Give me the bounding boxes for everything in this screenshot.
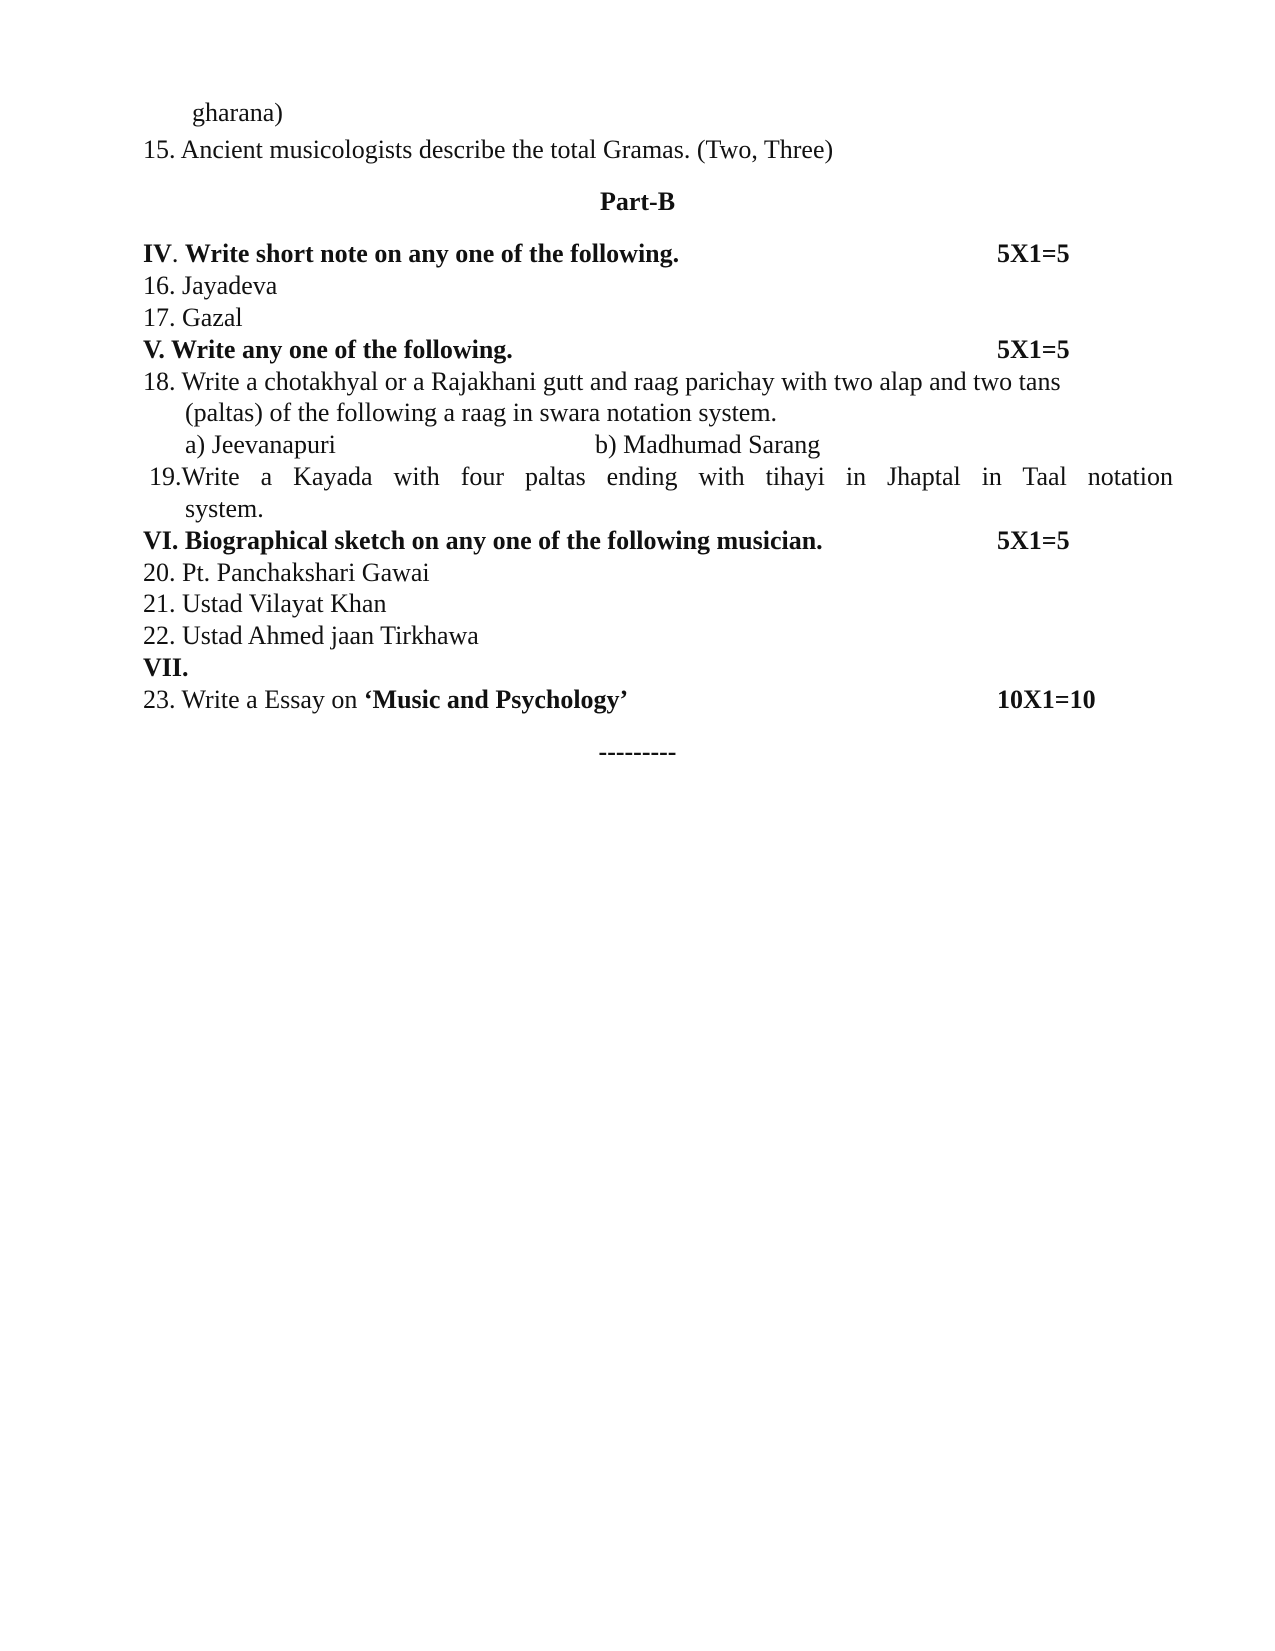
question-15: 15. Ancient musicologists describe the total Gramas. (Two, Three): [143, 135, 834, 164]
question-16: 16. Jayadeva: [143, 271, 278, 300]
question-18-line-2: (paltas) of the following a raag in swara notation system.: [185, 398, 778, 427]
section-vi-heading: VI. Biographical sketch on any one of the following musician.: [143, 526, 823, 555]
question-18-option-b: b) Madhumad Sarang: [595, 430, 821, 459]
question-23-prefix: 23. Write a Essay on: [143, 685, 364, 714]
question-17: 17. Gazal: [143, 303, 243, 332]
question-19-line-2: system.: [185, 494, 264, 523]
question-18-option-a: a) Jeevanapuri: [185, 430, 336, 459]
question-23: [143, 684, 628, 716]
section-vi-marks: 5X1=5: [997, 526, 1070, 555]
question-20: 20. Pt. Panchakshari Gawai: [143, 558, 430, 587]
question-21: 21. Ustad Vilayat Khan: [143, 589, 387, 618]
question-23-marks: 10X1=10: [997, 685, 1096, 714]
question-19-line-1: 19.Write a Kayada with four paltas ending with tihayi in Jhaptal in Taal notation: [149, 462, 1173, 491]
part-title: Part-B: [599, 187, 676, 216]
continuation-text: gharana): [192, 98, 283, 127]
question-18-line-1: 18. Write a chotakhyal or a Rajakhani gutt and raag parichay with two alap and two tans: [143, 367, 1061, 396]
section-iv-heading: [143, 238, 679, 270]
section-iv-marks: 5X1=5: [997, 239, 1070, 268]
section-vii-heading: VII.: [143, 653, 189, 682]
section-v-marks: 5X1=5: [997, 335, 1070, 364]
section-iv-number: IV: [143, 239, 172, 268]
question-23-topic: ‘Music and Psychology’: [363, 685, 629, 714]
section-iv-separator: .: [171, 239, 185, 268]
section-iv-title: Write short note on any one of the following.: [184, 239, 680, 268]
end-marker: ---------: [598, 737, 677, 766]
question-22: 22. Ustad Ahmed jaan Tirkhawa: [143, 621, 479, 650]
section-v-heading: V. Write any one of the following.: [143, 335, 513, 364]
